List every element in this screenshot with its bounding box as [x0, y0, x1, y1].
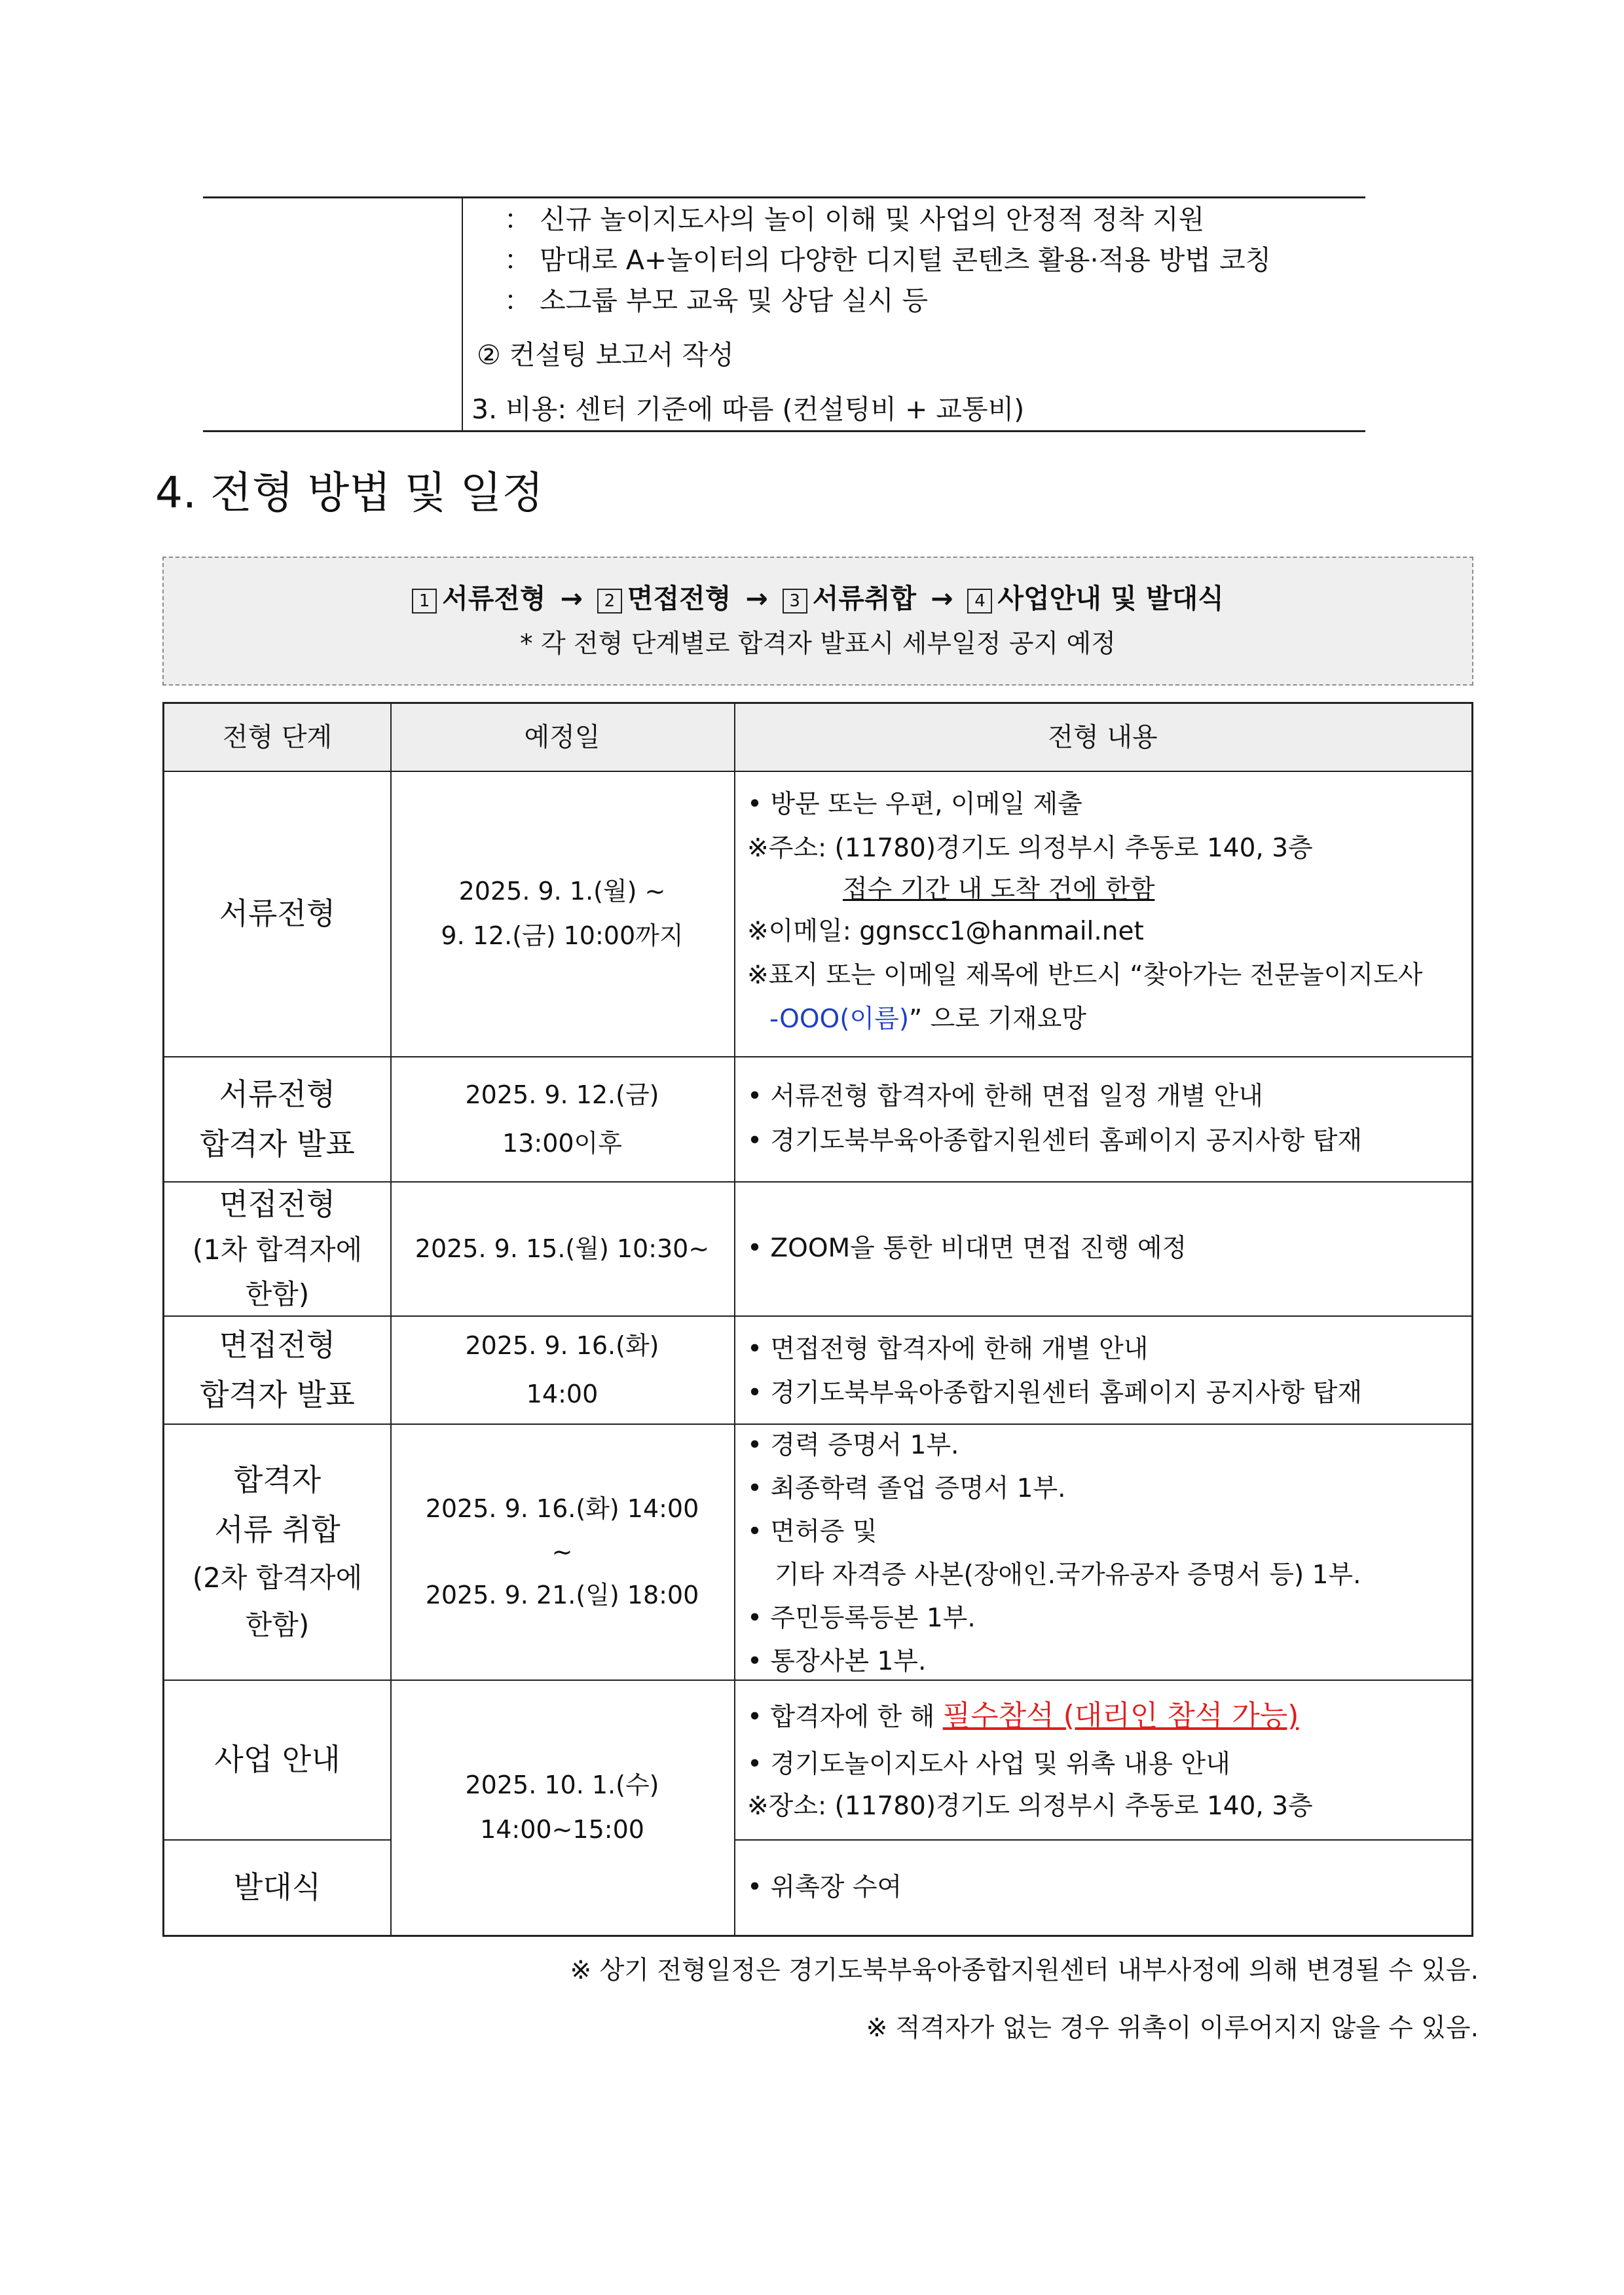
consulting-item-1: ： 신규 놀이지도사의 놀이 이해 및 사업의 안정적 정착 지원 [504, 204, 1205, 235]
stage-doc-collect: 합격자 서류 취합 (2차 합격자에 한함) [192, 1461, 363, 1641]
stage-interview: 면접전형 (1차 합격자에 한함) [192, 1186, 363, 1310]
section-title: 4. 전형 방법 및 일정 [155, 468, 544, 518]
date-interview-result: 2025. 9. 16.(화) 14:00 [465, 1331, 659, 1408]
header-stage: 전형 단계 [222, 722, 333, 752]
date-doc-collect: 2025. 9. 16.(화) 14:00 ~ 2025. 9. 21.(일) 18:00 [425, 1494, 699, 1609]
table-divider [462, 198, 463, 430]
consulting-item-2: ： 맘대로 A+놀이터의 다양한 디지털 콘텐츠 활용·적용 방법 코칭 [504, 244, 1272, 276]
stage-briefing: 사업 안내 [214, 1742, 341, 1777]
content-ceremony [734, 1839, 1471, 1935]
content-doc-screening [734, 771, 1471, 1056]
schedule-table [162, 702, 1473, 1937]
content-line: ※장소: (11780)경기도 의정부시 추동로 140, 3층 [747, 1791, 1313, 1821]
content-line: -OOO(이름)” 으로 기재요망 [769, 1004, 1087, 1034]
content-line: • 경기도북부육아종합지원센터 홈페이지 공지사항 탑재 [747, 1126, 1363, 1156]
header-content: 전형 내용 [1048, 722, 1158, 752]
step-briefing-ceremony: 사업안내 및 발대식 [997, 583, 1224, 614]
date-interview: 2025. 9. 15.(월) 10:30~ [415, 1234, 710, 1263]
step-doc-screening: 서류전형 [442, 583, 546, 614]
process-flow [164, 585, 1472, 614]
content-line: • 합격자에 한 해 필수참석 (대리인 참석 가능) [747, 1699, 1299, 1733]
consulting-cost: 3. 비용: 센터 기준에 따름 (컨설팅비 + 교통비) [471, 394, 1025, 425]
content-line: • 경기도북부육아종합지원센터 홈페이지 공지사항 탑재 [747, 1378, 1363, 1408]
content-line: • 방문 또는 우편, 이메일 제출 [747, 790, 1082, 819]
name-placeholder: -OOO(이름) [769, 1004, 910, 1034]
footnote-schedule-change: ※ 상기 전형일정은 경기도북부육아종합지원센터 내부사정에 의해 변경될 수 있음. [570, 1956, 1479, 1985]
content-interview-result [734, 1315, 1471, 1423]
process-note: * 각 전형 단계별로 합격자 발표시 세부일정 공지 예정 [520, 629, 1116, 659]
stage-doc-result: 서류전형 합격자 발표 [200, 1076, 355, 1162]
required-document: 기타 자격증 사본(장애인.국가유공자 증명서 등) 1부. [775, 1560, 1361, 1590]
arrow-icon: → [931, 583, 953, 614]
content-briefing [734, 1680, 1471, 1839]
consulting-report: ② 컨설팅 보고서 작성 [477, 339, 734, 371]
header-date: 예정일 [524, 722, 600, 752]
date-doc-screening: 2025. 9. 1.(월) ~ 9. 12.(금) 10:00까지 [441, 877, 684, 950]
consulting-item-3: ： 소그룹 부모 교육 및 상담 실시 등 [504, 285, 929, 316]
required-document: • 통장사본 1부. [747, 1647, 927, 1676]
content-line: • ZOOM을 통한 비대면 면접 진행 예정 [747, 1234, 1187, 1263]
content-doc-result [734, 1056, 1471, 1181]
required-document: • 주민등록등본 1부. [747, 1604, 976, 1633]
content-line: ※주소: (11780)경기도 의정부시 추동로 140, 3층 [747, 834, 1313, 863]
step-number-box: 2 [597, 589, 622, 614]
step-number-box: 1 [412, 589, 437, 614]
date-doc-result: 2025. 9. 12.(금) 13:00이후 [465, 1080, 659, 1158]
content-line: ※표지 또는 이메일 제목에 반드시 “찾아가는 전문놀이지도사 [747, 961, 1423, 990]
stage-interview-result: 면접전형 합격자 발표 [200, 1327, 355, 1412]
content-interview [734, 1181, 1471, 1315]
content-line: • 경기도놀이지도사 사업 및 위촉 내용 안내 [747, 1750, 1230, 1779]
step-number-box: 4 [967, 589, 992, 614]
date-briefing-ceremony: 2025. 10. 1.(수) 14:00~15:00 [465, 1771, 659, 1844]
content-line: • 서류전형 합격자에 한해 면접 일정 개별 안내 [747, 1082, 1263, 1111]
process-flow-box [162, 557, 1473, 686]
arrow-icon: → [745, 583, 768, 614]
stage-doc-screening: 서류전형 [219, 896, 336, 931]
stage-ceremony: 발대식 [233, 1869, 322, 1905]
step-doc-collect: 서류취합 [812, 583, 917, 614]
content-doc-collect [734, 1423, 1471, 1680]
footnote-no-qualified: ※ 적격자가 없는 경우 위촉이 이루어지지 않을 수 있음. [866, 2013, 1479, 2043]
step-number-box: 3 [783, 589, 807, 614]
required-document: • 최종학력 졸업 증명서 1부. [747, 1474, 1066, 1503]
step-interview: 면접전형 [627, 583, 731, 614]
mandatory-attendance: 필수참석 (대리인 참석 가능) [942, 1699, 1299, 1733]
required-document: • 면허증 및 [747, 1517, 877, 1547]
required-document: • 경력 증명서 1부. [747, 1431, 959, 1460]
consulting-continuation-table [203, 196, 1365, 432]
content-line: 접수 기간 내 도착 건에 한함 [843, 875, 1155, 904]
content-line: • 위촉장 수여 [747, 1873, 902, 1902]
email-line: ※이메일: ggnscc1@hanmail.net [747, 917, 1144, 946]
arrow-icon: → [560, 583, 583, 614]
content-line: • 면접전형 합격자에 한해 개별 안내 [747, 1334, 1149, 1364]
